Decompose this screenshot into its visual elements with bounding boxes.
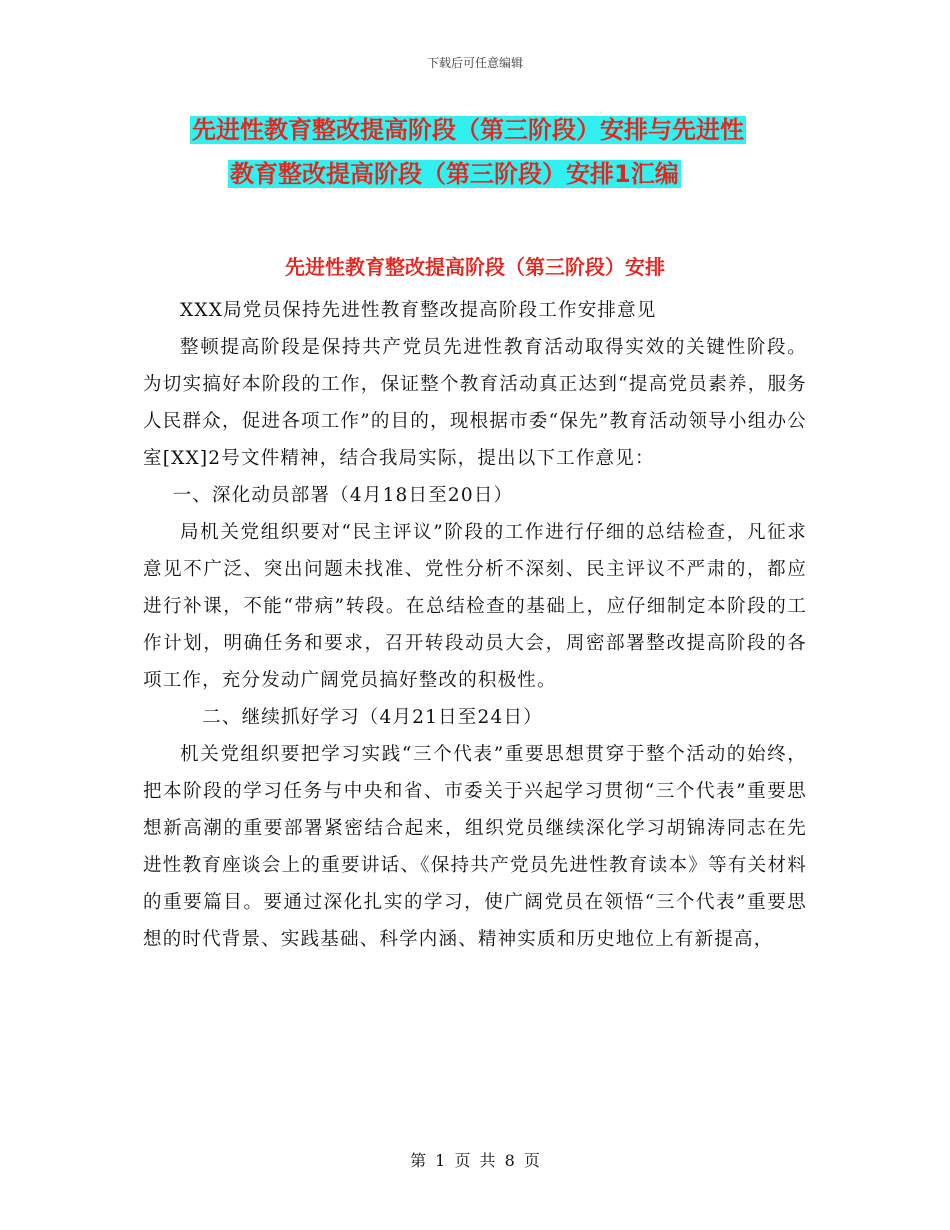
main-title-highlight-2: 教育整改提高阶段（第三阶段）安排1汇编 — [230, 160, 679, 188]
paragraph-section-1: 局机关党组织要对“民主评议”阶段的工作进行仔细的总结检查，凡征求意见不广泛、突出问题未找准、党性分析不深刻、民主评议不严肃的，都应进行补课，不能“带病”转段。在总结检查的基础上，应仔细制定本阶段的工作计划，明确任务和要求，召开转段动员大会，周密部署整改提高阶段的各项工作，充分发动广阔党员搞好整改的积极性。 — [143, 522, 807, 691]
main-title-line-1 — [190, 114, 810, 146]
paragraph-section-2: 机关党组织要把学习实践“三个代表”重要思想贯穿于整个活动的始终，把本阶段的学习任务与中央和省、市委关于兴起学习贯彻“三个代表”重要思想新高潮的重要部署紧密结合起来，组织党员继续深化学习胡锦涛同志在先进性教育座谈会上的重要讲话、《保持共产党员先进性教育读本》等有关材料的重要篇目。要通过深化扎实的学习，使广阔党员在领悟“三个代表”重要思想的时代背景、实践基础、科学内涵、精神实质和历史地位上有新提高， — [143, 744, 807, 950]
main-title-highlight-1: 先进性教育整改提高阶段（第三阶段）安排与先进性 — [192, 116, 744, 144]
main-title-line-2 — [228, 158, 848, 190]
paragraph-intro: 整顿提高阶段是保持共产党员先进性教育活动取得实效的关键性阶段。为切实搞好本阶段的工作，保证整个教育活动真正达到“提高党员素养，服务人民群众，促进各项工作”的目的，现根据市委“保先”教育活动领导小组办公室[XX]2号文件精神，结合我局实际，提出以下工作意见： — [143, 337, 807, 469]
section-heading-1: 一、深化动员部署（4月18日至20日） — [172, 485, 514, 506]
paragraph-doc-heading: XXX局党员保持先进性教育整改提高阶段工作安排意见 — [180, 300, 657, 321]
section-heading-2: 二、继续抓好学习（4月21日至24日） — [202, 707, 543, 728]
sub-title: 先进性教育整改提高阶段（第三阶段）安排 — [285, 255, 665, 279]
page-footer: 第 1 页 共 8 页 — [410, 1151, 540, 1170]
header-note: 下载后可任意编辑 — [426, 56, 523, 70]
document-body — [143, 292, 807, 958]
